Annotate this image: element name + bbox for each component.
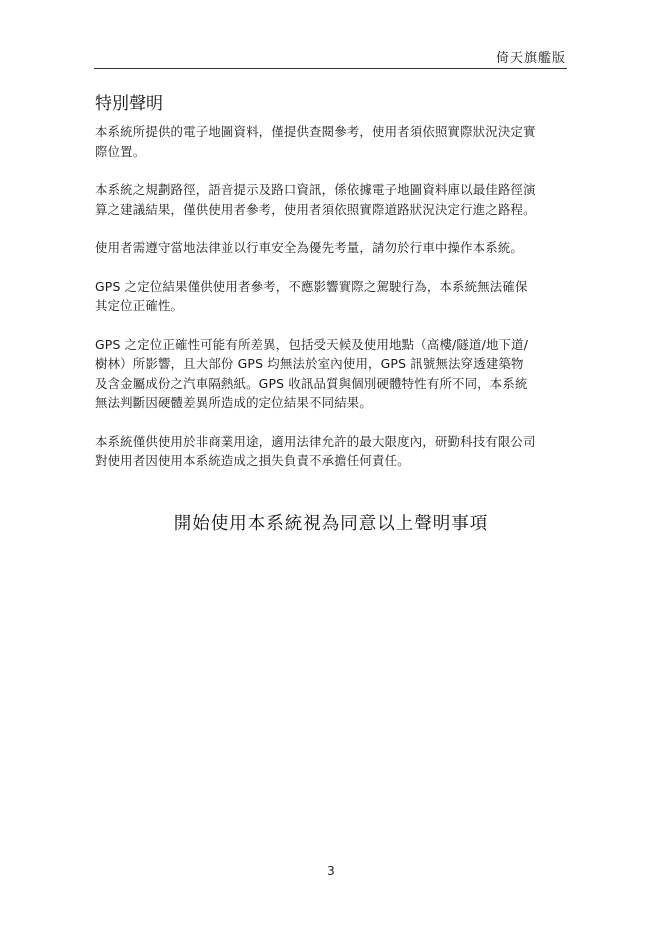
- paragraph-line: 使用者需遵守當地法律並以行車安全為優先考量，請勿於行車中操作本系統。: [95, 240, 524, 255]
- paragraph-line: 算之建議結果，僅供使用者參考，使用者須依照實際道路狀況決定行進之路程。: [95, 201, 536, 217]
- header-divider: [94, 68, 567, 69]
- paragraph-line: 對使用者因使用本系統造成之損失負責不承擔任何責任。: [95, 453, 410, 468]
- paragraph-line: 本系統之規劃路徑，語音提示及路口資訊，係依據電子地圖資料庫以最佳路徑演: [95, 182, 536, 197]
- paragraph-line: 本系統僅供使用於非商業用途，適用法律允許的最大限度內，研勤科技有限公司: [95, 433, 536, 449]
- paragraph-line: 際位置。: [95, 143, 146, 159]
- paragraph-line: 樹林）所影響，且大部份 GPS 均無法於室內使用，GPS 訊號無法穿透建築物: [95, 356, 524, 371]
- section-title: 特別聲明: [95, 94, 163, 114]
- disclaimer-body: [95, 122, 570, 490]
- header-title: 倚天旗艦版: [495, 51, 566, 66]
- disclaimer-paragraph-1: [95, 122, 570, 161]
- disclaimer-paragraph-4: [95, 277, 570, 316]
- paragraph-line: 無法判斷因硬體差異所造成的定位結果不同結果。: [95, 395, 372, 410]
- disclaimer-paragraph-3: [95, 238, 570, 258]
- disclaimer-paragraph-2: [95, 180, 570, 219]
- paragraph-line: 及含金屬成份之汽車隔熱紙。GPS 收訊品質與個別硬體特性有所不同，本系統: [95, 375, 528, 391]
- page-number: 3: [327, 864, 335, 878]
- agreement-statement: 開始使用本系統視為同意以上聲明事項: [173, 514, 489, 534]
- paragraph-line: GPS 之定位結果僅供使用者參考，不應影響實際之駕駛行為，本系統無法確保: [95, 278, 528, 294]
- disclaimer-paragraph-5: [95, 335, 570, 413]
- paragraph-line: 其定位正確性。: [95, 298, 184, 313]
- disclaimer-paragraph-6: [95, 432, 570, 471]
- paragraph-line: GPS 之定位正確性可能有所差異，包括受天候及使用地點（高樓/隧道/地下道/: [95, 336, 529, 352]
- paragraph-line: 本系統所提供的電子地圖資料，僅提供查閱參考，使用者須依照實際狀況決定實: [95, 124, 536, 139]
